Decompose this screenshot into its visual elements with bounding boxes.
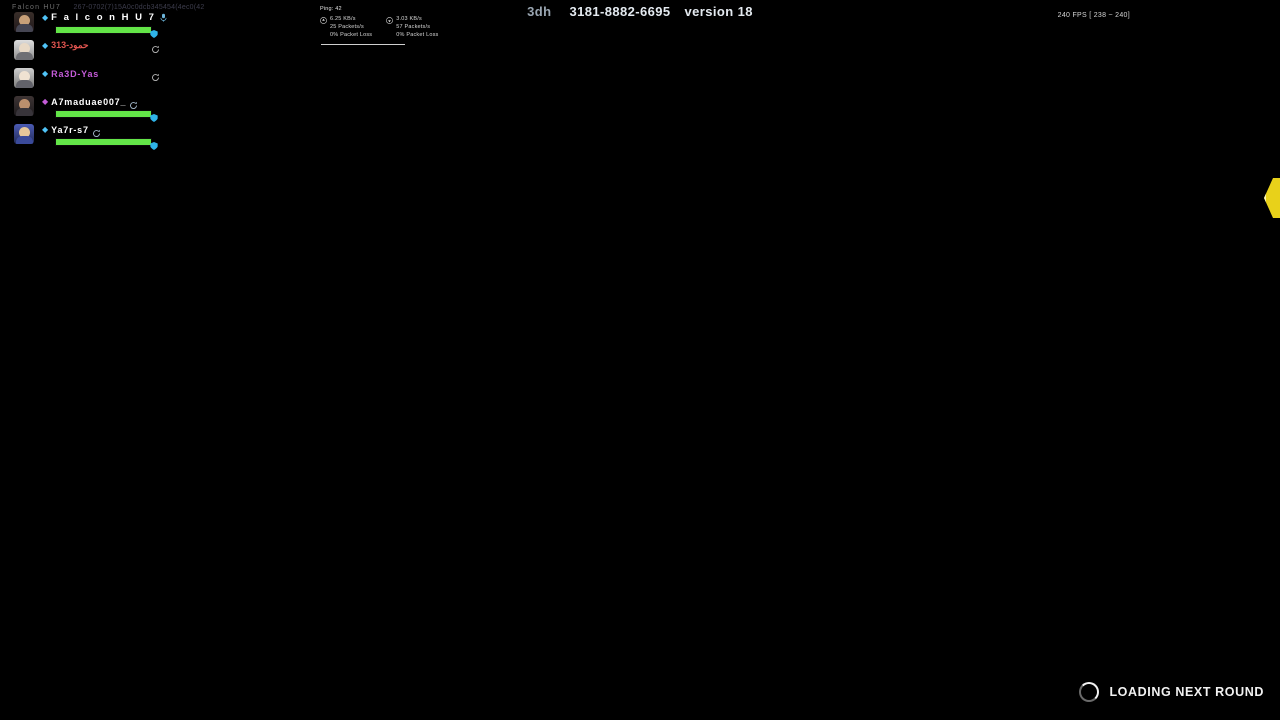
diamond-icon: ◆ — [42, 124, 49, 134]
player-name-row — [42, 94, 138, 109]
loading-label: LOADING NEXT ROUND — [1109, 685, 1264, 699]
respawn-icon — [151, 41, 160, 50]
respawn-icon — [151, 69, 160, 78]
fps-counter: 240 FPS [ 238 ~ 240] — [1057, 12, 1130, 19]
match-mode: 3dh — [527, 4, 552, 19]
net-in-loss: 0% Packet Loss — [396, 31, 439, 38]
avatar — [14, 40, 34, 60]
diamond-icon: ◆ — [42, 12, 49, 22]
player-name-row — [42, 38, 89, 53]
account-id: 267-0702(7)15A0c0dcb345454(4ec0(42 — [73, 4, 205, 11]
net-outgoing — [320, 16, 372, 40]
respawn-icon — [129, 97, 138, 106]
loading-next-round — [1079, 682, 1264, 702]
list-item[interactable] — [14, 66, 174, 93]
diamond-icon: ◆ — [42, 40, 49, 50]
game-version: version 18 — [684, 4, 753, 19]
health-bar — [55, 26, 152, 34]
net-out-packets: 25 Packets/s — [330, 23, 364, 30]
shield-icon — [150, 137, 158, 145]
avatar — [14, 68, 34, 88]
health-bar — [55, 138, 152, 146]
ping-label: Ping: 42 — [320, 6, 342, 12]
list-item[interactable] — [14, 38, 174, 65]
net-out-rate: 6.25 KB/s — [330, 15, 356, 22]
player-name: Ra3D-Yas — [51, 68, 100, 79]
item-highlight-marker — [1268, 178, 1280, 218]
list-item[interactable] — [14, 122, 174, 149]
net-out-loss: 0% Packet Loss — [330, 31, 373, 38]
player-name: Ya7r-s7 — [51, 124, 89, 135]
player-name-row — [42, 66, 99, 81]
health-bar — [55, 110, 152, 118]
shield-icon — [150, 109, 158, 117]
list-item[interactable] — [14, 94, 174, 121]
net-incoming — [386, 16, 438, 40]
account-name: Falcon HU7 — [12, 4, 61, 11]
loading-spinner-icon — [1079, 682, 1099, 702]
net-in-rate: 3.03 KB/s — [396, 15, 422, 22]
squad-list — [14, 10, 174, 150]
net-divider — [321, 44, 405, 45]
respawn-icon — [92, 125, 101, 134]
player-name: 313-حمود — [51, 40, 89, 50]
diamond-icon: ◆ — [42, 96, 49, 106]
avatar — [14, 124, 34, 144]
player-name-row — [42, 122, 101, 137]
avatar — [14, 96, 34, 116]
net-in-packets: 57 Packets/s — [396, 23, 431, 30]
diamond-icon: ◆ — [42, 68, 49, 78]
player-name: F a l c o n H U 7 — [51, 12, 156, 23]
server-code: 3181-8882-6695 — [569, 4, 671, 19]
player-name: A7maduae007_ — [51, 96, 127, 107]
shield-icon — [150, 25, 158, 33]
